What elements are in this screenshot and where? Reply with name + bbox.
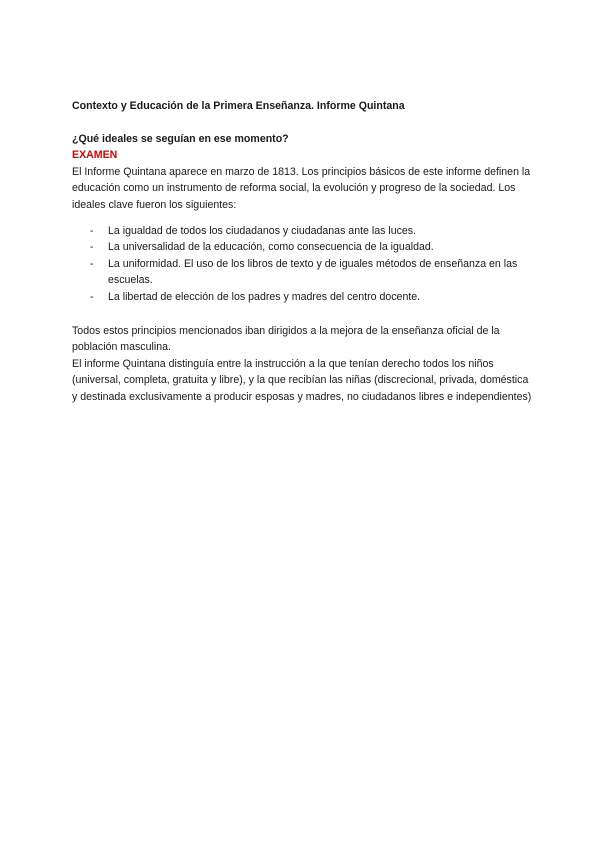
- document-title: Contexto y Educación de la Primera Enseñanza. Informe Quintana: [72, 100, 405, 112]
- spacer: [72, 115, 532, 131]
- exam-label: EXAMEN: [72, 149, 118, 162]
- list-item-text: La universalidad de la educación, como consecuencia de la igualdad.: [108, 241, 434, 254]
- bullet-dash: -: [90, 290, 94, 303]
- principles-paragraph: Todos estos principios mencionados iban dirigidos a la mejora de la enseñanza oficial de la población masculina.: [72, 324, 500, 354]
- document-page: [72, 98, 532, 406]
- bullet-dash: -: [90, 257, 94, 270]
- list-item-text: La igualdad de todos los ciudadanos y ciudadanas ante las luces.: [108, 224, 417, 237]
- section-question: ¿Qué ideales se seguían en ese momento?: [72, 132, 289, 145]
- list-item: [72, 223, 532, 240]
- list-item-text: La libertad de elección de los padres y madres del centro docente.: [108, 290, 421, 303]
- distinction-paragraph: El informe Quintana distinguía entre la instrucción a la que tenían derecho todos los niños (universal, completa, gratuita y libre), y la que recibían las niñas (discrecional, privada, doméstica y destinada exclusivamente a producir esposas y madres, no ciudadanos libres e independientes): [72, 357, 532, 403]
- list-item: [72, 256, 532, 289]
- ideals-list: [72, 223, 532, 306]
- list-item: [72, 239, 532, 256]
- bullet-dash: -: [90, 224, 94, 237]
- intro-paragraph: El Informe Quintana aparece en marzo de 1813. Los principios básicos de este informe definen la educación como un instrumento de reforma social, la evolución y progreso de la sociedad. Los ideales clave fueron los siguientes:: [72, 165, 531, 211]
- bullet-dash: -: [90, 241, 94, 254]
- list-item-text: La uniformidad. El uso de los libros de texto y de iguales métodos de enseñanza en las escuelas.: [108, 257, 518, 287]
- list-item: [72, 289, 532, 306]
